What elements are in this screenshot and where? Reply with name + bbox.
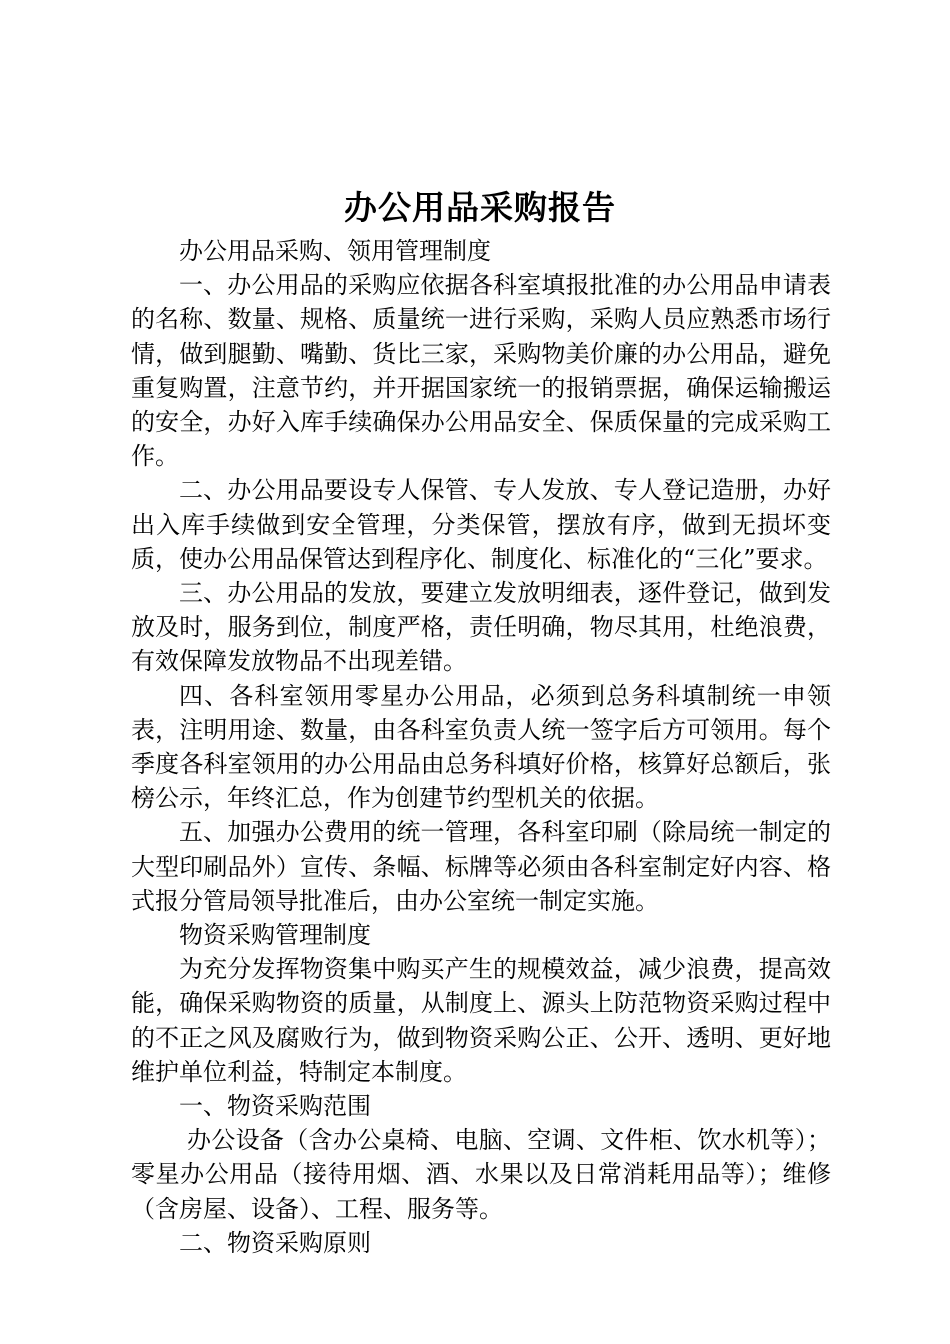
section-heading-office-supplies: 办公用品采购、领用管理制度 <box>179 237 491 265</box>
paragraph-rule-3: 三、办公用品的发放，要建立发放明细表，逐件登记，做到发放及时，服务到位，制度严格，责任明确，物尽其用，杜绝浪费，有效保障发放物品不出现差错。 <box>131 579 831 676</box>
paragraph-materials-intro: 为充分发挥物资集中购买产生的规模效益，减少浪费，提高效能，确保采购物资的质量，从制度上、源头上防范物资采购过程中的不正之风及腐败行为，做到物资采购公正、公开、透明、更好地维护单位利益，特制定本制度。 <box>131 955 831 1086</box>
paragraph-rule-2: 二、办公用品要设专人保管、专人发放、专人登记造册，办好出入库手续做到安全管理，分类保管，摆放有序，做到无损坏变质，使办公用品保管达到程序化、制度化、标准化的“三化”要求。 <box>131 476 831 573</box>
subheading-principles: 二、物资采购原则 <box>179 1228 371 1257</box>
paragraph-rule-5: 五、加强办公费用的统一管理，各科室印刷（除局统一制定的大型印刷品外）宣传、条幅、标牌等必须由各科室制定好内容、格式报分管局领导批准后，由办公室统一制定实施。 <box>131 818 831 915</box>
section-heading-materials: 物资采购管理制度 <box>179 921 371 950</box>
document-title: 办公用品采购报告 <box>344 188 616 227</box>
subheading-scope: 一、物资采购范围 <box>179 1092 371 1121</box>
paragraph-scope: 办公设备（含办公桌椅、电脑、空调、文件柜、饮水机等）；零星办公用品（接待用烟、酒、水果以及日常消耗用品等）；维修（含房屋、设备）、工程、服务等。 <box>131 1126 831 1223</box>
paragraph-rule-1: 一、办公用品的采购应依据各科室填报批准的办公用品申请表的名称、数量、规格、质量统一进行采购，采购人员应熟悉市场行情，做到腿勤、嘴勤、货比三家，采购物美价廉的办公用品，避免重复购置，注意节约，并开据国家统一的报销票据，确保运输搬运的安全，办好入库手续确保办公用品安全、保质保量的完成采购工作。 <box>131 271 831 471</box>
document-body <box>131 234 831 1260</box>
paragraph-rule-4: 四、各科室领用零星办公用品，必须到总务科填制统一申领表，注明用途、数量，由各科室负责人统一签字后方可领用。每个季度各科室领用的办公用品由总务科填好价格，核算好总额后，张榜公示，年终汇总，作为创建节约型机关的依据。 <box>131 681 831 813</box>
